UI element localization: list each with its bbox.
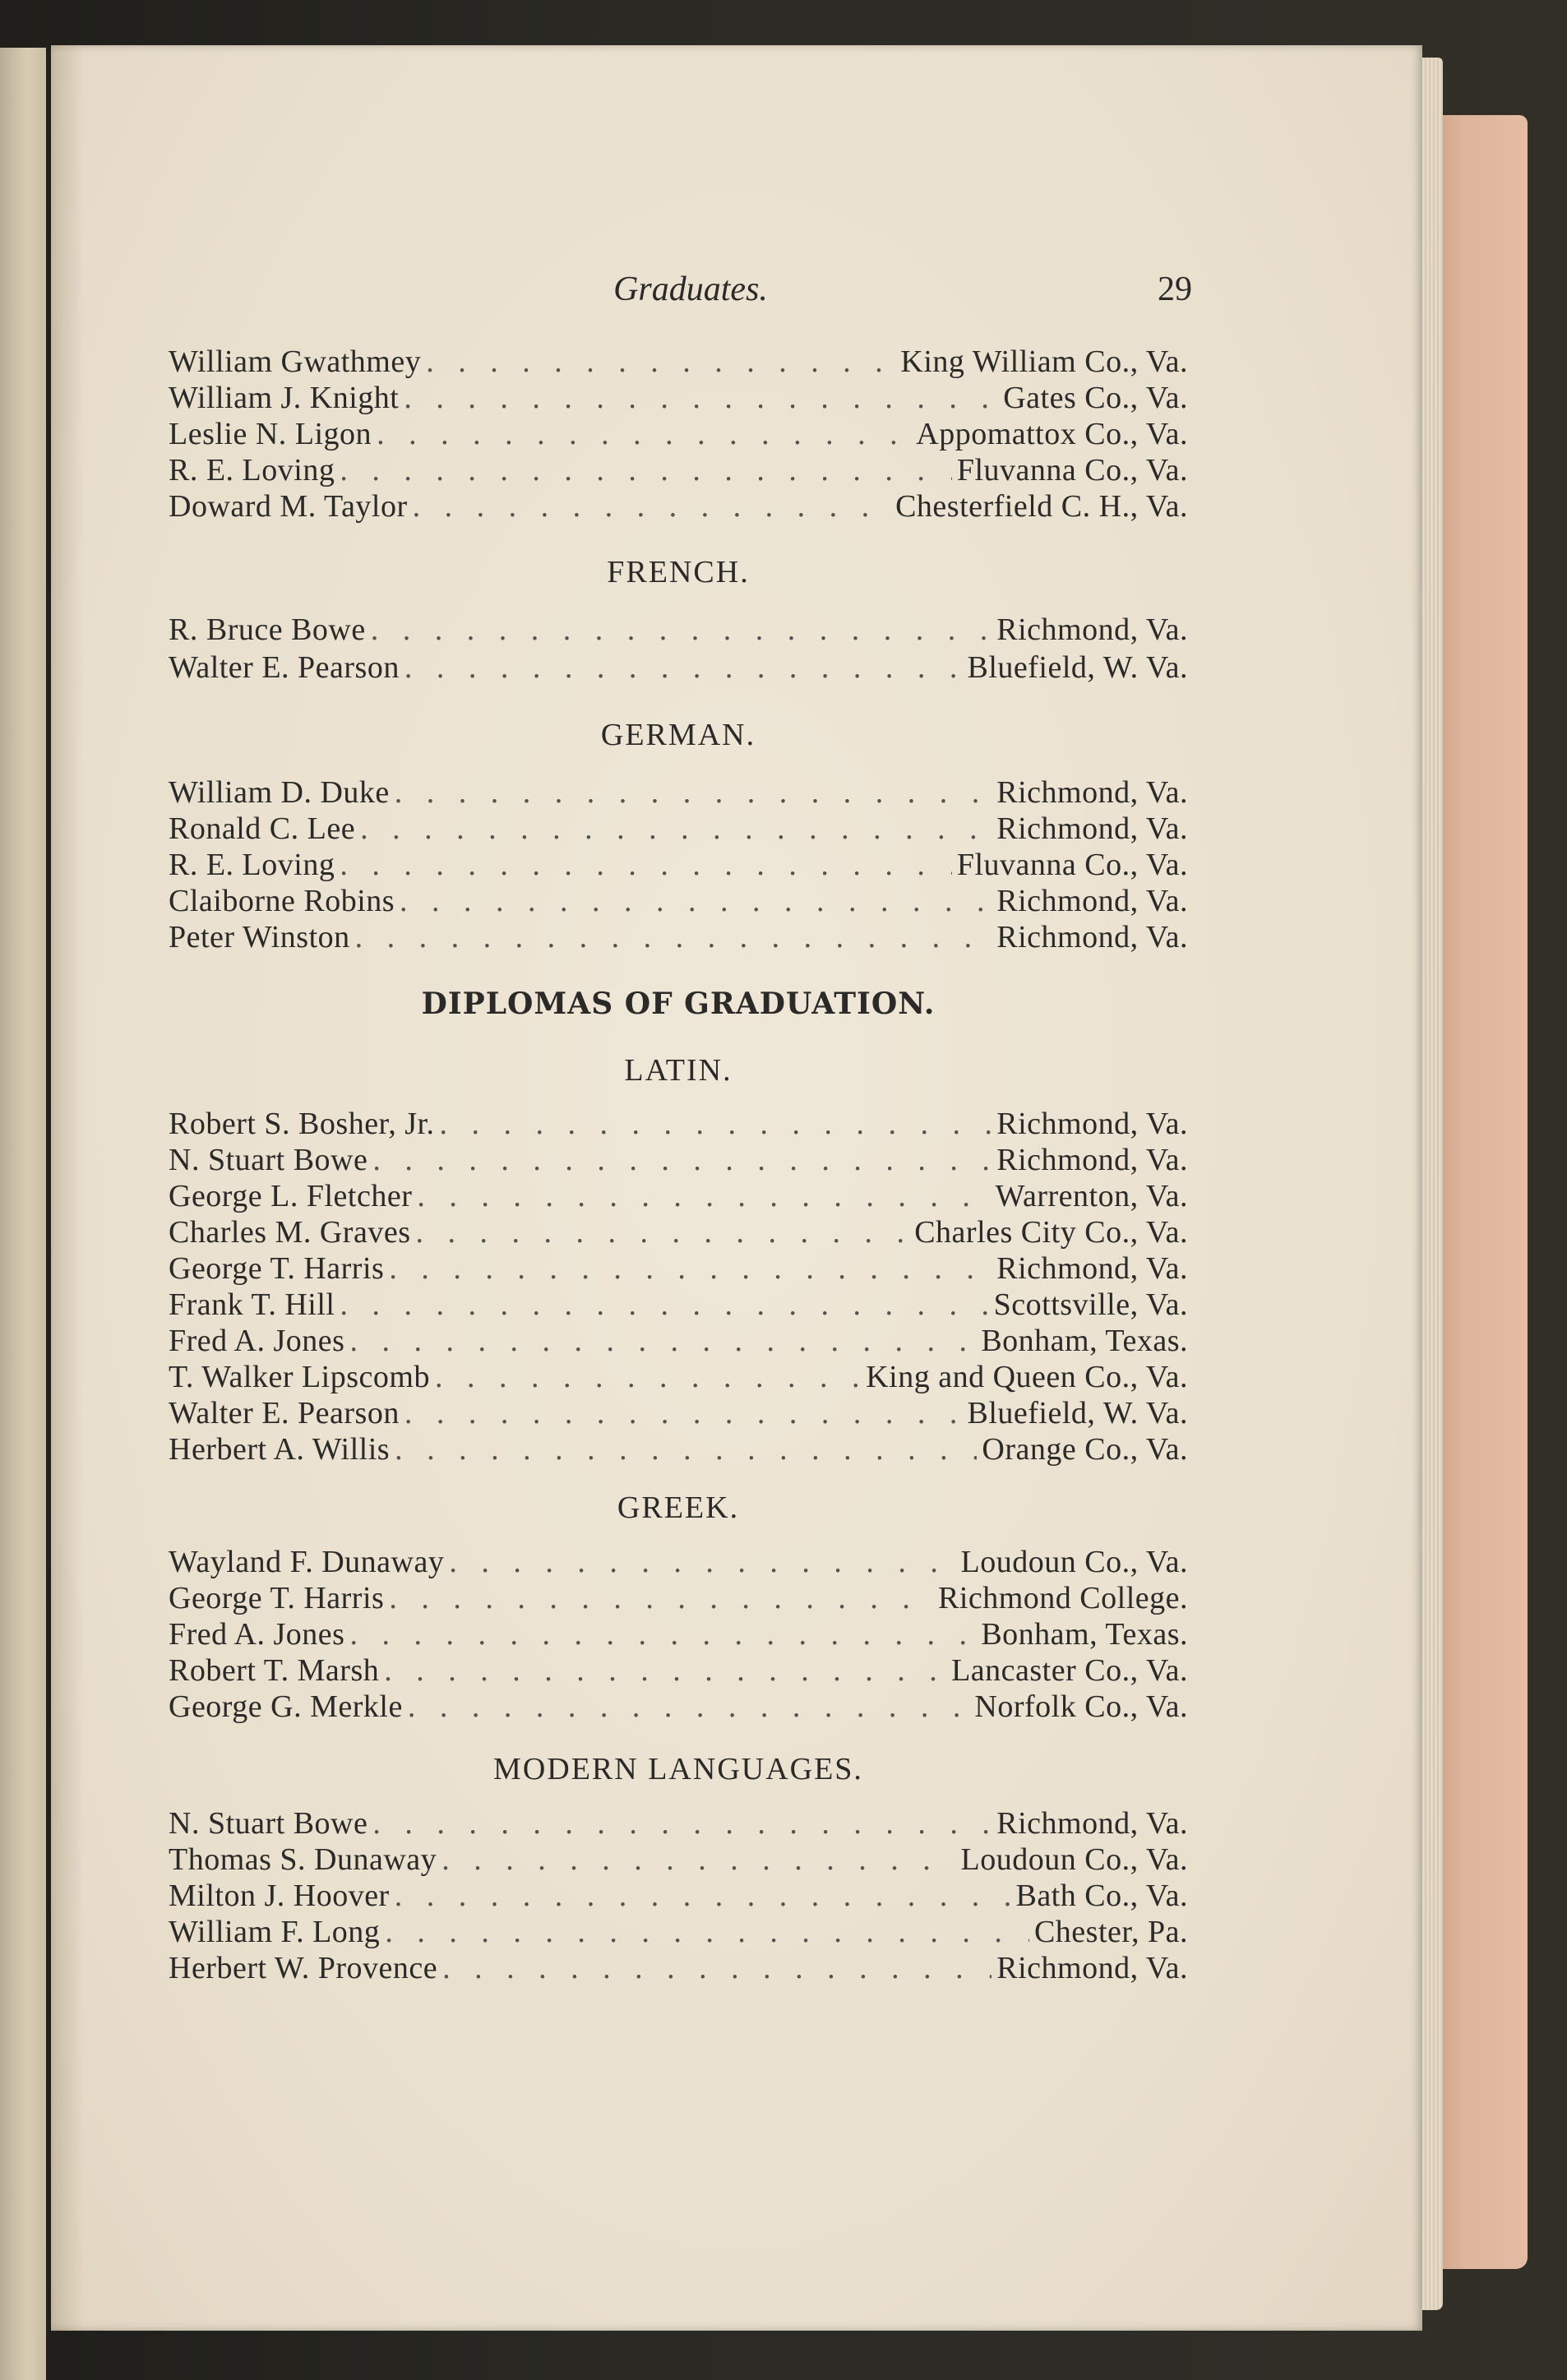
- graduate-place: Richmond, Va.: [996, 612, 1188, 647]
- graduate-place: Loudoun Co., Va.: [960, 1842, 1188, 1877]
- dot-leader: [349, 1323, 976, 1359]
- graduate-name: Frank T. Hill: [169, 1287, 335, 1322]
- graduate-place: Richmond, Va.: [996, 1107, 1188, 1141]
- graduate-name: N. Stuart Bowe: [169, 1143, 368, 1177]
- graduate-name: R. E. Loving: [169, 453, 335, 488]
- graduate-name: R. E. Loving: [169, 848, 335, 882]
- dot-leader: [442, 1950, 992, 1986]
- list-item: [169, 1950, 1188, 1986]
- graduate-place: Richmond, Va.: [996, 920, 1188, 954]
- list-item: [169, 1106, 1188, 1142]
- list-item: [169, 649, 1188, 686]
- list-item: [169, 1142, 1188, 1178]
- list-item: [169, 1395, 1188, 1431]
- list-item: [169, 774, 1188, 811]
- facing-page-edge: [0, 48, 46, 2380]
- list-item: [169, 1842, 1188, 1878]
- list-item: [169, 811, 1188, 847]
- graduate-place: Richmond, Va.: [996, 1143, 1188, 1177]
- dot-leader: [395, 1431, 977, 1467]
- diplomas-heading: DIPLOMAS OF GRADUATION.: [421, 987, 936, 1021]
- graduate-name: T. Walker Lipscomb: [169, 1360, 430, 1394]
- list-item: [169, 1689, 1188, 1725]
- list-item: [169, 1580, 1188, 1616]
- graduate-place: Richmond, Va.: [996, 884, 1188, 918]
- dot-leader: [340, 1287, 988, 1323]
- graduate-name: Ronald C. Lee: [169, 811, 356, 846]
- dot-leader: [340, 847, 951, 883]
- dot-leader: [404, 380, 998, 416]
- list-item: [169, 612, 1188, 648]
- section-heading-french: FRENCH.: [607, 555, 750, 589]
- graduate-place: Norfolk Co., Va.: [974, 1689, 1188, 1724]
- graduate-name: Claiborne Robins: [169, 884, 395, 918]
- dot-leader: [395, 1878, 1011, 1914]
- dot-leader: [389, 1250, 992, 1287]
- list-item: [169, 488, 1188, 525]
- gutter-shadow: [51, 45, 84, 2331]
- graduate-place: Appomattox Co., Va.: [916, 417, 1188, 451]
- graduate-name: Leslie N. Ligon: [169, 417, 372, 451]
- dot-leader: [413, 488, 890, 525]
- graduate-place: Richmond, Va.: [996, 1251, 1188, 1286]
- dot-leader: [360, 811, 992, 847]
- section-heading-german: GERMAN.: [600, 718, 756, 752]
- dot-leader: [389, 1580, 933, 1616]
- graduate-name: William D. Duke: [169, 775, 390, 810]
- list-item: [169, 1178, 1188, 1214]
- running-title: Graduates.: [613, 270, 768, 308]
- graduate-name: Robert T. Marsh: [169, 1653, 380, 1688]
- graduate-name: William J. Knight: [169, 381, 400, 415]
- list-item: [169, 919, 1188, 955]
- graduate-name: Herbert A. Willis: [169, 1432, 391, 1467]
- graduate-place: Fluvanna Co., Va.: [956, 848, 1188, 882]
- section-heading-greek: GREEK.: [617, 1490, 740, 1525]
- graduate-place: Bonham, Texas.: [981, 1324, 1188, 1358]
- graduate-name: Charles M. Graves: [169, 1215, 411, 1250]
- dot-leader: [371, 612, 992, 648]
- graduate-place: Bath Co., Va.: [1015, 1879, 1188, 1913]
- graduate-name: N. Stuart Bowe: [169, 1806, 368, 1841]
- graduate-name: R. Bruce Bowe: [169, 612, 366, 647]
- list-item: [169, 1914, 1188, 1950]
- dot-leader: [349, 1616, 976, 1652]
- graduate-place: King William Co., Va.: [900, 344, 1188, 379]
- graduate-name: Robert S. Bosher, Jr.: [169, 1107, 435, 1141]
- graduate-place: Gates Co., Va.: [1003, 381, 1188, 415]
- graduate-name: William F. Long: [169, 1915, 381, 1949]
- graduate-name: William Gwathmey: [169, 344, 422, 379]
- dot-leader: [384, 1652, 946, 1689]
- graduate-place: Chester, Pa.: [1033, 1915, 1188, 1949]
- graduate-place: Scottsville, Va.: [993, 1287, 1188, 1322]
- dot-leader: [449, 1544, 955, 1580]
- graduate-place: Lancaster Co., Va.: [951, 1653, 1188, 1688]
- dot-leader: [385, 1914, 1029, 1950]
- graduate-name: Peter Winston: [169, 920, 350, 954]
- list-item: [169, 1616, 1188, 1652]
- graduate-place: Charles City Co., Va.: [914, 1215, 1188, 1250]
- list-item: [169, 1431, 1188, 1467]
- graduate-name: George G. Merkle: [169, 1689, 403, 1724]
- dot-leader: [404, 649, 963, 686]
- dot-leader: [404, 1395, 963, 1431]
- graduate-place: Bonham, Texas.: [981, 1617, 1188, 1652]
- list-item: [169, 1287, 1188, 1323]
- graduate-name: Walter E. Pearson: [169, 650, 400, 685]
- graduate-place: Loudoun Co., Va.: [960, 1545, 1188, 1579]
- list-item: [169, 1805, 1188, 1842]
- list-item: [169, 847, 1188, 883]
- graduate-place: Warrenton, Va.: [995, 1179, 1188, 1213]
- graduate-place: Chesterfield C. H., Va.: [895, 489, 1188, 524]
- list-item: [169, 1544, 1188, 1580]
- dot-leader: [440, 1106, 992, 1142]
- dot-leader: [395, 774, 992, 811]
- dot-leader: [435, 1359, 861, 1395]
- dot-leader: [372, 1805, 992, 1842]
- graduate-place: Bluefield, W. Va.: [967, 650, 1188, 685]
- dot-leader: [355, 919, 992, 955]
- list-item: [169, 1323, 1188, 1359]
- list-item: [169, 344, 1188, 380]
- graduate-name: Milton J. Hoover: [169, 1879, 390, 1913]
- section-heading-latin: LATIN.: [624, 1053, 733, 1088]
- list-item: [169, 452, 1188, 488]
- list-item: [169, 1250, 1188, 1287]
- section-heading-modern-languages: MODERN LANGUAGES.: [493, 1752, 863, 1786]
- graduate-name: Walter E. Pearson: [169, 1396, 400, 1430]
- graduate-place: Richmond, Va.: [996, 775, 1188, 810]
- graduate-name: Doward M. Taylor: [169, 489, 408, 524]
- graduate-name: Thomas S. Dunaway: [169, 1842, 437, 1877]
- graduate-place: Orange Co., Va.: [982, 1432, 1188, 1467]
- list-item: [169, 1878, 1188, 1914]
- list-item: [169, 883, 1188, 919]
- dot-leader: [441, 1842, 955, 1878]
- list-item: [169, 380, 1188, 416]
- graduate-place: Richmond, Va.: [996, 1806, 1188, 1841]
- list-item: [169, 1214, 1188, 1250]
- dot-leader: [408, 1689, 970, 1725]
- dot-leader: [377, 416, 911, 452]
- graduate-name: Fred A. Jones: [169, 1617, 345, 1652]
- graduate-name: George L. Fletcher: [169, 1179, 413, 1213]
- dot-leader: [415, 1214, 909, 1250]
- dot-leader: [372, 1142, 992, 1178]
- dot-leader: [400, 883, 992, 919]
- dot-leader: [426, 344, 895, 380]
- graduate-name: Wayland F. Dunaway: [169, 1545, 445, 1579]
- graduate-place: Richmond, Va.: [996, 1951, 1188, 1985]
- graduate-name: Fred A. Jones: [169, 1324, 345, 1358]
- graduate-name: George T. Harris: [169, 1251, 385, 1286]
- list-item: [169, 1359, 1188, 1395]
- dot-leader: [417, 1178, 990, 1214]
- graduate-place: Richmond College.: [937, 1581, 1188, 1615]
- graduate-place: Richmond, Va.: [996, 811, 1188, 846]
- graduate-name: Herbert W. Provence: [169, 1951, 438, 1985]
- graduate-place: Fluvanna Co., Va.: [956, 453, 1188, 488]
- list-item: [169, 1652, 1188, 1689]
- graduate-place: King and Queen Co., Va.: [866, 1360, 1188, 1394]
- page-number: 29: [1158, 270, 1192, 308]
- dot-leader: [340, 452, 951, 488]
- graduate-place: Bluefield, W. Va.: [967, 1396, 1188, 1430]
- list-item: [169, 416, 1188, 452]
- graduate-name: George T. Harris: [169, 1581, 385, 1615]
